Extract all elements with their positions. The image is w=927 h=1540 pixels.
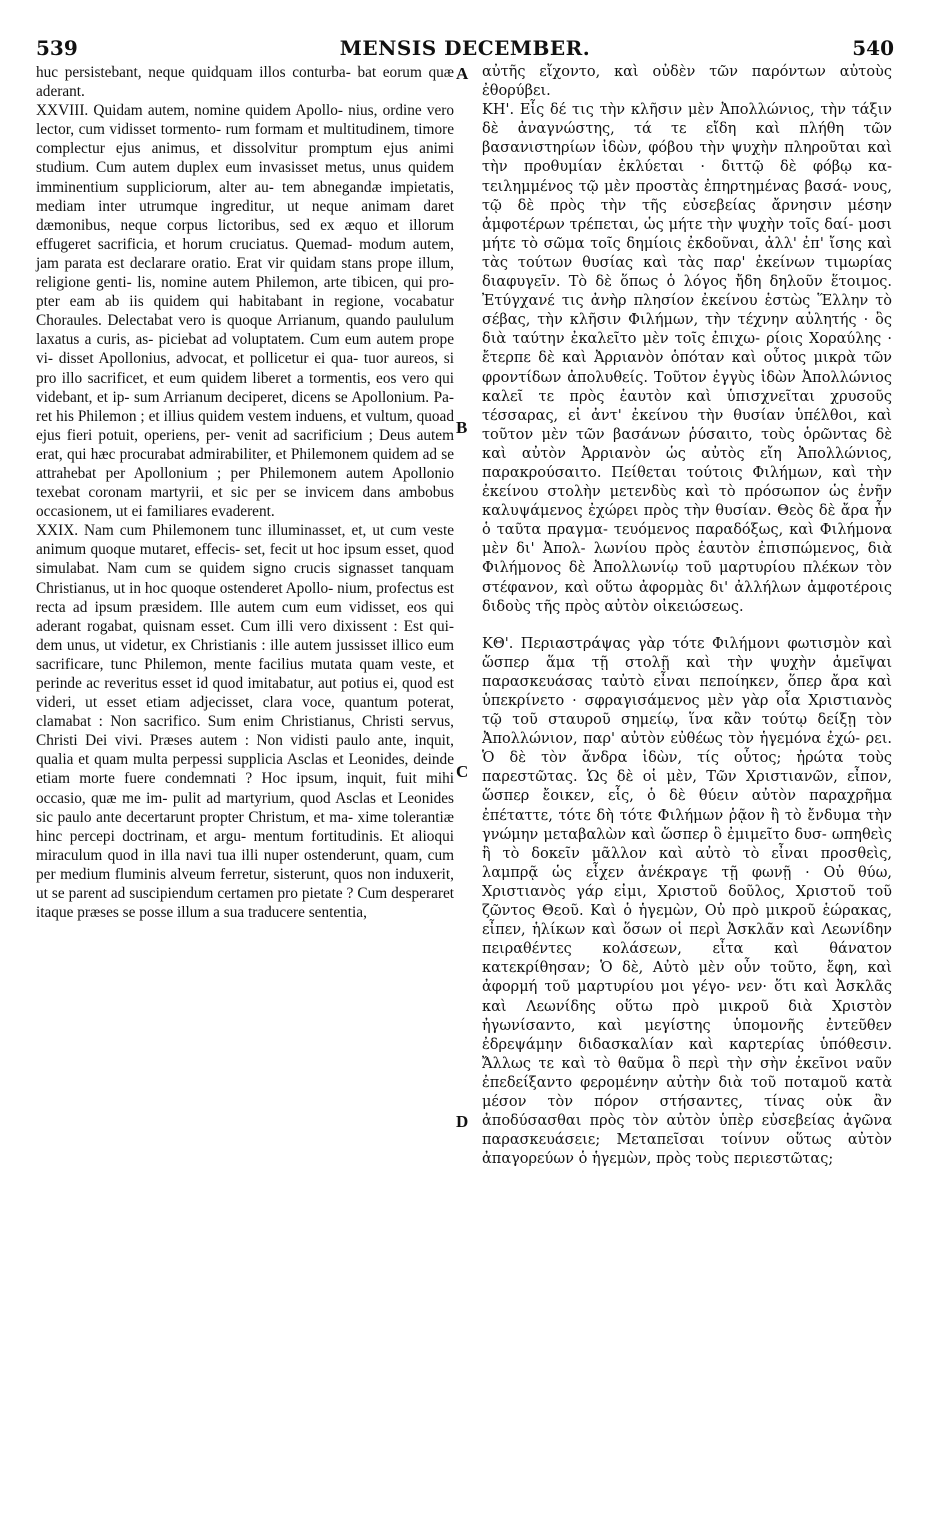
page-number-right: 540 <box>852 36 894 60</box>
running-title: MENSIS DECEMBER. <box>339 36 591 60</box>
latin-paragraph: XXVIII. Quidam autem, nomine quidem Apollo- nius, ordine vero lector, cum vidisset tormento- rum formam et multitudinem, timore complectur ejus animus, et dissolvitur promptum ejus animi studium. Cum autem duplex eum invasisset metus, unus quidem imminentium suppliciorum, alter au- tem abnegandæ impietatis, mediam inter utrumque ingreditur, ut neque animam daret dæmonibus, neque corpus lictoribus, sed ex æquo et illorum effugeret sacrificia, et horum cruciatus. Quemad- modum autem, jam parata est declarare oratio. Erat vir quidam stans prope illum, religione genti- lis, nomine autem Philemon, arte tibicen, qui pro- pter eam ab iis quidem qui habitabant in regione, vocabatur Choraules. Delectabat vero is quoque Arrianum, quando paululum laxatus a curis, as- piciebat ad voluptatem. Cum eum autem prope vi- disset Apollonius, advocat, et pollicetur ei qua- tuor aureos, si pro illo sacrificet, et eum quidem liberet a tormentis, eos vero qui videbant, et ip- sum Arrianum deciperet, dicens se Apollonium. Pa- ret his Philemon ; et illius quidem vestem induens, et vultum, quoad ejus fieri potuit, operiens, per- venit ad sacrificium ; Deus autem erat, qui hæc procurabat admirabiliter, et Philemonem quidem ad se attrahebat per Apollonium ; per Philemonem autem Apollonio texebat coronam martyrii, et sic per se invicem dans ambobus occasionem, ut ei familiares evaderent. <box>36 102 454 521</box>
margin-letter-a: A <box>456 64 469 83</box>
page-number-left: 539 <box>36 36 78 60</box>
greek-paragraph: ΚΘ'. Περιαστράψας γὰρ τότε Φιλήμονι φωτισμὸν καὶ ὥσπερ ἅμα τῇ στολῇ καὶ τὴν ψυχὴν ἀμεῖψαι παρασκευάσας ταὐτὸ εἶναι πεποίηκεν, ὅπερ ἄρα καὶ ὑπεκρίνετο · σφραγισάμενος μὲν γὰρ οἷα Χριστιανὸς τῷ τοῦ σταυροῦ σημείῳ, ἵνα κἂν τούτῳ δείξῃ τὸν Ἀπολλώνιον, παρ' αὐτὸν εὐθέως τὸν ἡγεμόνα ἐχώ- ρει. Ὁ δὲ τὸν ἄνδρα ἰδὼν, τίς οὗτος; ἠρώτα τοὺς παρεστῶτας. Ὡς δὲ οἱ μὲν, Τῶν Χριστιανῶν, εἶπον, ὥσπερ ἔοικεν, εἷς, ὁ δὲ θύειν αὐτὸν παραχρῆμα ἐπέταττε, τότε δὴ τότε Φιλήμων ῥᾷον ἢ τὸ ἔνδυμα τὴν γνώμην μεταβαλὼν καὶ ὥσπερ ὃ ἐμιμεῖτο δυσ- ωπηθεὶς ἢ τὸ δοκεῖν μᾶλλον καὶ αὐτὸ τὸ εἶναι προσθεὶς, λαμπρᾷ ὡς εἶχεν ἀνέκραγε τῇ φωνῇ · Οὐ θύω, Χριστιανὸς γάρ εἰμι, Χριστοῦ δοῦλος, Χριστοῦ τοῦ ζῶντος Θεοῦ. Καὶ ὁ ἡγεμὼν, Οὐ πρὸ μικροῦ ἑώρακας, εἶπεν, ἡλίκων καὶ ὅσων οἱ περὶ Ἀσκλᾶν καὶ Λεωνίδην πειραθέντες κολάσεων, εἶτα καὶ θάνατον κατεκρίθησαν; Ὁ δὲ, Αὐτὸ μὲν οὖν τοῦτο, ἔφη, καὶ ἀφορμή τοῦ μαρτυρίου μοι γέγο- νεν· ὅτι καὶ Ἀσκλᾶς καὶ Λεωνίδης οὕτω πρὸ μικροῦ διὰ Χριστὸν ἠγωνίσαντο, καὶ μεγίστης ὑπομονῆς ἐντεῦθεν ἐδρεψάμην διδασκαλίαν καὶ καρτερίας ὑπόθεσιν. Ἄλλως τε καὶ τὸ θαῦμα ὃ περὶ τὴν σὴν ἐκεῖνοι ναῦν ἐπεδείξαντο φερομένην αὐτὴν διὰ τοῦ ποταμοῦ κατὰ μέσον τὸν πόρον στήσαντες, τίνας οὐκ ἂν ἀποδύσασθαι πρὸς τὸν αὐτὸν ὑπὲρ εὐσεβείας ἀγῶνα παρασκευάσειε; Μεταπεῖσαι τοίνυν οὕτως αὐτὸν ἀπαγορεύων ὁ ἡγεμὼν, πρὸς τοὺς περιεστῶτας; <box>482 635 892 1168</box>
latin-column <box>36 63 454 922</box>
paragraph-gap <box>482 617 892 635</box>
margin-letter-c: C <box>456 762 469 781</box>
greek-column <box>482 63 892 1169</box>
margin-letter-b: B <box>456 418 468 437</box>
margin-letter-d: D <box>456 1112 469 1131</box>
latin-paragraph: huc persistebant, neque quidquam illos conturba- bat eorum quæ aderant. <box>36 64 454 101</box>
running-header <box>36 36 894 62</box>
greek-paragraph: αὐτῆς εἴχοντο, καὶ οὐδὲν τῶν παρόντων αὐτοὺς ἐθορύβει. <box>482 64 892 100</box>
greek-paragraph: ΚΗ'. Εἷς δέ τις τὴν κλῆσιν μὲν Ἀπολλώνιος, τὴν τάξιν δὲ ἀναγνώστης, τά τε εἴδη καὶ πλήθη τῶν βασανιστηρίων ἰδὼν, φόβου τὴν ψυχὴν πληροῦται καὶ τὴν προθυμίαν ἐκλύεται · διττῷ δὲ φόβῳ κα- τειλημμένος τῷ μὲν προστὰς ἐπηρτημένας βασά- νους, τῷ δὲ πρὸς τὴν τῆς εὐσεβείας ἄρνησιν μέσην ἀμφοτέρων τρέπεται, ὡς μήτε τὴν ψυχὴν τοῖς δαί- μοσι μήτε τὸ σῶμα τοῖς δημίοις ἐκδοῦναι, ἀλλ' ἐπ' ἴσης καὶ τὰς τούτων θυσίας καὶ τὰς παρ' ἐκείνων τιμωρίας διαφυγεῖν. Τὸ δὲ ὅπως ὁ λόγος ἤδη δηλοῦν ἕτοιμος. Ἐτύγχανέ τις ἀνὴρ πλησίον ἐκείνου ἑστὼς Ἕλλην τὸ σέβας, τὴν κλῆσιν Φιλήμων, τὴν τέχνην αὐλητής · ὃς διὰ ταύτην ἐκαλεῖτο μὲν τοῖς ἐπιχω- ρίοις Χοραύλης · ἔτερπε δὲ καὶ Ἀρριανὸν ὁπόταν καὶ οὗτος μικρὰ τῶν φροντίδων ἀπολυθείς. Τοῦτον ἐγγὺς ἰδὼν Ἀπολλώνιος καλεῖ τε πρὸς ἑαυτὸν καὶ ὑπισχνεῖται χρυσοῦς τέσσαρας, εἰ ἀντ' ἐκείνου τὴν θυσίαν ὑπέλθοι, καὶ τοῦτον μὲν τῶν βασάνων ῥύσαιτο, τοὺς ὁρῶντας δὲ καὶ αὐτὸν Ἀρριανὸν ὡς αὐτὸς εἴη Ἀπολλώνιος, παρακρούσαιτο. Πείθεται τούτοις Φιλήμων, καὶ τὴν ἐκείνου στολὴν μετενδὺς καὶ τὸ πρόσωπον ὡς ἐνῆν καλυψάμενος ἐχώρει πρὸς τὴν θυσίαν. Θεὸς δὲ ἄρα ἦν ὁ ταῦτα πραγμα- τευόμενος παραδόξως, καὶ Φιλήμονα μὲν δι' Ἀπολ- λωνίου πρὸς ἑαυτὸν ἐπισπώμενος, διὰ Φιλήμονος δὲ Ἀπολλωνίῳ τοῦ μαρτυρίου πλέκων τὸν στέφανον, καὶ οὕτω ἀφορμὰς δι' ἀλλήλων ἀμφοτέροις διδοὺς τῆς πρὸς αὐτὸν οἰκειώσεως. <box>482 102 892 615</box>
latin-paragraph: XXIX. Nam cum Philemonem tunc illuminasset, et, ut cum veste animum quoque mutaret, effecis- set, fecit ut hoc ipsum esset, quod simulabat. Nam cum se quidem signo crucis signasset tanquam Christianus, ut in hoc quoque ostenderet Apollo- nium, profectus est recta ad ipsum præsidem. Ille autem cum eum vidisset, eos qui aderant rogabat, quisnam esset. Cum illi vero dixissent : Est qui- dem unus, ut videtur, ex Christianis : ille autem jussisset illico eum sacrificare, tunc Philemon, mente facilius mutata quam veste, et perinde ac reveritus esset id quod imitabatur, aut potius ei, quod est videri, ut esset etiam adjecisset, clara voce, quantum poterat, clamabat : Non sacrifico. Sum enim Christianus, Christi servus, Christi Dei vivi. Præses autem : Non vidisti paulo ante, inquit, qualia et quam multa perpessi supplicia Asclas et Leonides, deinde etiam morte fuere condemnati ? Hoc ipsum, inquit, fuit mihi occasio, quæ me im- pulit ad martyrium, quod Asclas et Leonides sic paulo ante decertarunt propter Christum, et ma- xime tolerantiæ hinc percepi doctrinam, et argu- mentum fortitudinis. Et alioqui miraculum quod in illa navi tua illi nuper ostenderunt, quam, cum per medium fluminis alveum ferretur, sisterunt, quos non induxerit, ut se parent ad suscipiendum certamen pro pietate ? Cum desperaret itaque præses se posse illum a sua traducere sententia, <box>36 522 454 922</box>
